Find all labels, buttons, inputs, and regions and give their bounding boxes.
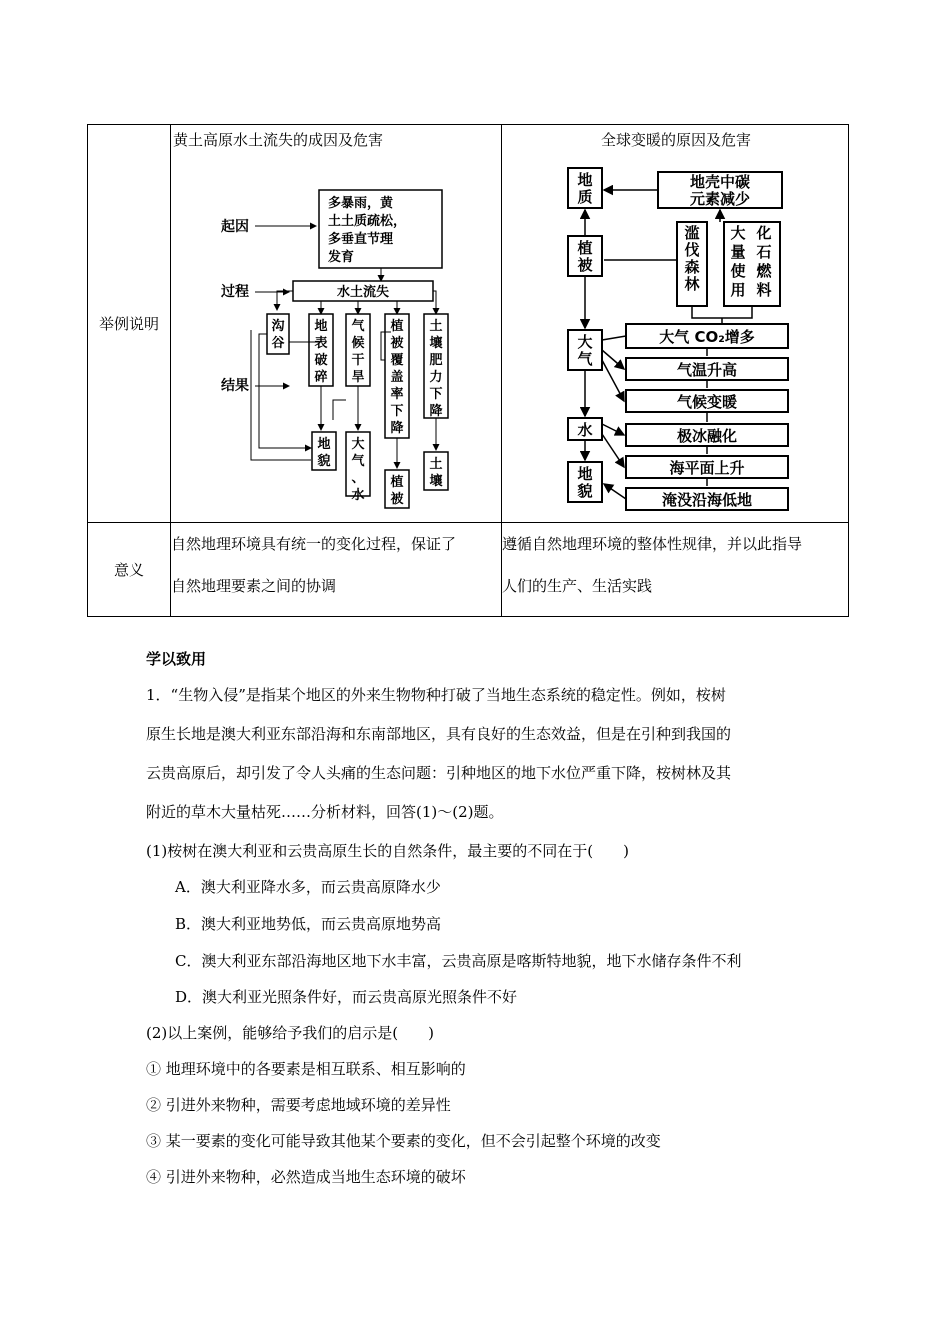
landform-text [577,465,592,500]
flood-text: 淹没沿海低地 [661,491,753,509]
vertical-char: 貌 [317,454,331,469]
meaning-left-line-1: 自然地理环境具有统一的变化过程，保证了 [171,535,457,553]
meaning-right-line-1: 遵循自然地理环境的整体性规律，并以此指导 [502,535,803,553]
temp-text: 气温升高 [676,361,738,379]
vertical-char: 壤 [429,336,443,351]
para-line-4: 附近的草木大量枯死……分析材料，回答(1)～(2)题。 [146,803,504,821]
vertical-char: 伐 [684,241,700,259]
vertical-char: 被 [390,336,404,351]
para-line-3: 云贵高原后，却引发了令人头痛的生态问题：引种地区的地下水位严重下降，桉树林及其 [146,764,732,782]
vertical-char: 被 [390,492,404,507]
vertical-char: 降 [390,421,404,436]
vertical-char: 下 [390,404,404,419]
option-b: B．澳大利亚地势低，而云贵高原地势高 [175,915,442,933]
vertical-char: 貌 [577,482,593,500]
fossil-char: 量 [730,243,746,261]
label-result: 结果 [221,378,249,394]
meaning-row [88,523,849,617]
label-process: 过程 [221,284,249,300]
vertical-char: 质 [577,188,593,206]
vertical-char: 土 [429,457,443,472]
label-cause: 起因 [221,219,249,235]
question-1: (1)桉树在澳大利亚和云贵高原生长的自然条件，最主要的不同在于( ) [146,842,629,860]
question-2: (2)以上案例，能够给予我们的启示是( ) [146,1024,434,1042]
geology-text [577,171,592,206]
vertical-char: 肥 [429,353,443,368]
option-c: C．澳大利亚东部沿海地区地下水丰富，云贵高原是喀斯特地貌，地下水储存条件不利 [175,952,742,970]
vertical-char: 谷 [271,336,285,351]
process-text: 水土流失 [336,285,390,300]
vertical-char: 被 [577,256,593,274]
cause-line-2: 土土质疏松， [328,214,407,229]
vertical-char: 森 [684,258,700,276]
vertical-char: 滥 [684,224,700,242]
meaning-left [171,523,502,617]
vertical-char: 土 [429,319,443,334]
link-flood-land [604,484,626,499]
cause-line-4: 发育 [328,250,355,265]
statement-3: ③ 某一要素的变化可能导致其他某个要素的变化，但不会引起整个环境的改变 [146,1132,661,1150]
vertical-char: 林 [684,275,700,293]
fossil-char: 燃 [756,262,772,280]
practice-heading: 学以致用 [146,650,207,668]
vertical-char: 盖 [390,370,404,385]
vertical-char: 候 [351,336,365,351]
vertical-char: 表 [314,336,328,351]
vertical-char: 气 [351,454,365,469]
link-bottom [692,306,752,318]
co2-text: 大气 CO₂增多 [659,328,755,346]
link-atm-co2 [602,336,626,340]
row-label-meaning: 意义 [88,523,171,617]
vertical-char: 碎 [314,370,328,385]
vertical-char: 沟 [271,319,285,334]
fossil-char: 石 [756,243,772,261]
fossil-char: 料 [756,281,772,299]
crust-line-2: 元素减少 [689,190,751,208]
vertical-char: 地 [317,437,331,452]
statement-1: ① 地理环境中的各要素是相互联系、相互影响的 [146,1060,466,1078]
ice-text: 极冰融化 [676,427,738,445]
warming-title: 全球变暖的原因及危害 [600,131,751,149]
vertical-char: 率 [390,387,404,402]
vertical-char: 植 [577,239,593,257]
option-a: A．澳大利亚降水多，而云贵高原降水少 [175,878,441,896]
r4-text [390,318,403,436]
vertical-char: 气 [577,350,593,368]
para-line-2: 原生长地是澳大利亚东部沿海和东南部地区，具有良好的生态效益，但是在引种到我国的 [146,725,732,743]
deforest-text [684,224,700,293]
vertical-char: 植 [390,319,404,334]
fossil-char: 化 [756,224,772,242]
cause-line-1: 多暴雨，黄 [328,196,394,211]
atmosphere-text [577,333,593,368]
vertical-char: 、 [351,471,365,486]
vegetation-text [577,239,593,274]
vertical-char: 旱 [351,370,365,385]
geography-table [87,124,849,617]
para-line-1: 1．“生物入侵”是指某个地区的外来生物物种打破了当地生态系统的稳定性。例如，桉树 [146,686,726,704]
row-label-example: 举例说明 [88,125,171,523]
warming-cell [502,125,849,523]
vertical-char: 壤 [429,474,443,489]
fossil-char: 大 [730,224,746,242]
sea-text: 海平面上升 [669,459,745,477]
example-row [88,125,849,523]
cause-line-3: 多垂直节理 [328,232,394,247]
loess-erosion-diagram [171,150,501,512]
vertical-char: 覆 [390,353,404,368]
water-text: 水 [577,421,593,439]
meaning-right [502,523,849,617]
vertical-char: 水 [351,488,365,503]
vertical-char: 地 [577,171,593,189]
meaning-right-line-2: 人们的生产、生活实践 [502,577,653,595]
vertical-char: 力 [429,370,443,385]
vertical-char: 干 [351,353,365,368]
vertical-char: 气 [351,319,365,334]
vertical-char: 破 [314,353,328,368]
meaning-left-line-2: 自然地理要素之间的协调 [171,577,337,595]
vertical-char: 降 [429,404,443,419]
vertical-char: 地 [577,465,593,483]
loess-cell [171,125,502,523]
vertical-char: 大 [577,333,593,351]
vertical-char: 下 [429,387,443,402]
fossil-char: 使 [730,262,746,280]
vertical-char: 大 [351,437,365,452]
option-d: D．澳大利亚光照条件好，而云贵高原光照条件不好 [175,988,518,1006]
fossil-char: 用 [730,281,746,299]
crust-line-1: 地壳中碳 [689,173,751,191]
climate-text: 气候变暖 [676,393,738,411]
link-water-sea [602,434,624,467]
vertical-char: 植 [390,475,404,490]
link-process-r1 [277,291,293,310]
statement-2: ② 引进外来物种，需要考虑地域环境的差异性 [146,1096,451,1114]
statement-4: ④ 引进外来物种，必然造成当地生态环境的破坏 [146,1168,466,1186]
vertical-char: 地 [314,319,328,334]
link-r3-side [333,400,346,420]
link-water-ice [602,424,624,435]
global-warming-diagram [502,150,848,512]
loess-title: 黄土高原水土流失的成因及危害 [173,131,384,149]
